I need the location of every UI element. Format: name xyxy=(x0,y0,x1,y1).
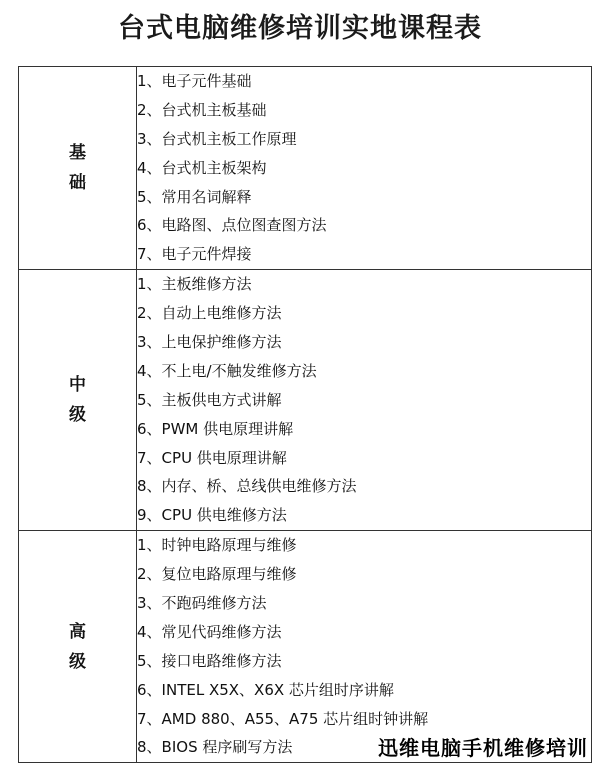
level-label: 高级 xyxy=(69,621,86,672)
course-item: 2、自动上电维修方法 xyxy=(137,304,282,323)
course-item: 1、电子元件基础 xyxy=(137,72,252,90)
course-item: 5、主板供电方式讲解 xyxy=(137,390,282,409)
level-label: 基础 xyxy=(69,143,86,194)
course-item: 5、常用名词解释 xyxy=(137,187,252,206)
course-item: 6、电路图、点位图查图方法 xyxy=(137,216,327,235)
course-list-intermediate xyxy=(137,270,592,531)
course-item: 8、内存、桥、总线供电维修方法 xyxy=(137,477,357,496)
course-item: 6、PWM 供电原理讲解 xyxy=(137,419,294,438)
watermark: 迅维电脑手机维修培训 xyxy=(378,736,588,760)
level-cell-advanced xyxy=(19,531,137,763)
course-item: 9、CPU 供电维修方法 xyxy=(137,506,287,525)
course-item: 2、复位电路原理与维修 xyxy=(137,565,297,584)
level-cell-intermediate xyxy=(19,270,137,531)
level-row-advanced xyxy=(19,531,592,763)
course-list-basic xyxy=(137,67,592,270)
course-item: 7、AMD 880、A55、A75 芯片组时钟讲解 xyxy=(137,709,429,728)
course-item: 4、不上电/不触发维修方法 xyxy=(137,361,317,380)
page-title: 台式电脑维修培训实地课程表 xyxy=(118,13,482,44)
course-item: 3、不跑码维修方法 xyxy=(137,594,267,613)
course-item: 8、BIOS 程序刷写方法 xyxy=(137,738,293,757)
course-schedule-table xyxy=(18,66,592,763)
course-item: 1、主板维修方法 xyxy=(137,275,252,294)
level-label: 中级 xyxy=(69,375,86,426)
level-cell-basic xyxy=(19,67,137,270)
course-item: 7、CPU 供电原理讲解 xyxy=(137,448,287,467)
course-item: 4、台式机主板架构 xyxy=(137,158,267,177)
course-item: 3、上电保护维修方法 xyxy=(137,333,282,352)
level-row-intermediate xyxy=(19,270,592,531)
course-item: 3、台式机主板工作原理 xyxy=(137,129,297,148)
course-item: 7、电子元件焊接 xyxy=(137,245,252,264)
level-row-basic xyxy=(19,67,592,270)
course-list-advanced xyxy=(137,531,592,763)
course-item: 5、接口电路维修方法 xyxy=(137,651,282,670)
course-item: 1、时钟电路原理与维修 xyxy=(137,536,297,555)
course-item: 2、台式机主板基础 xyxy=(137,100,267,119)
course-item: 6、INTEL X5X、X6X 芯片组时序讲解 xyxy=(137,680,394,699)
course-item: 4、常见代码维修方法 xyxy=(137,622,282,641)
